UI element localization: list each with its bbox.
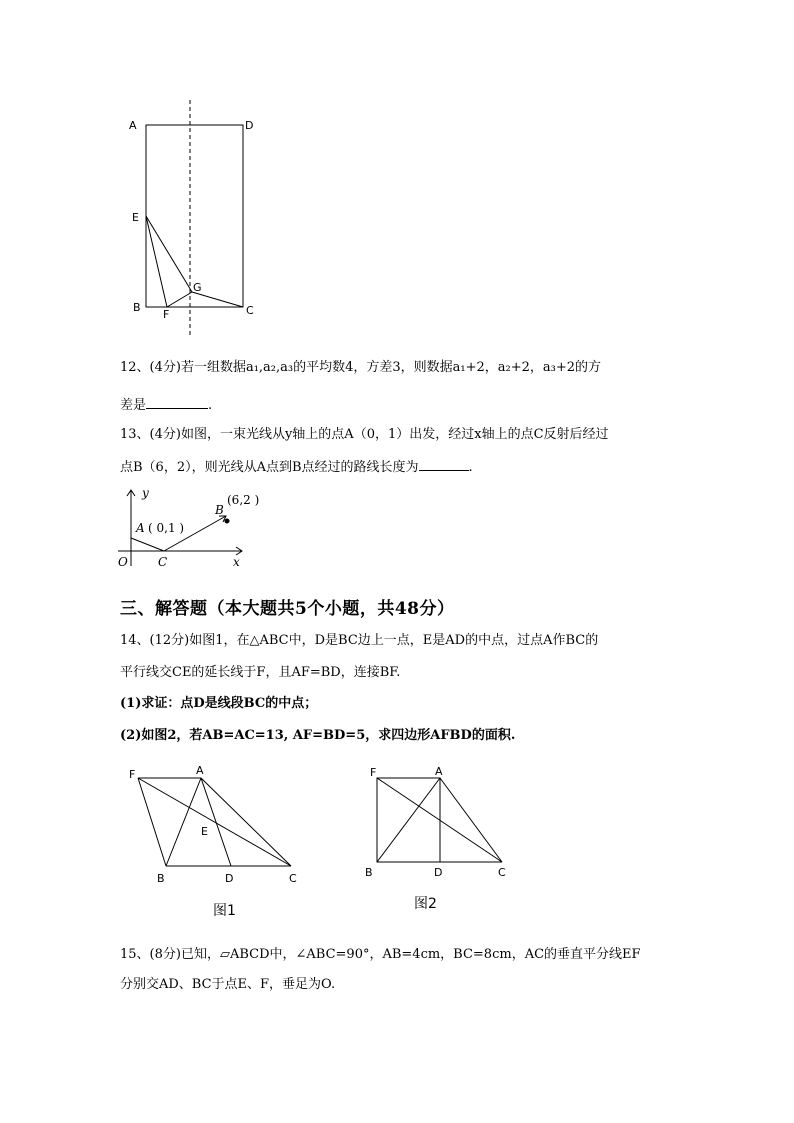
fig2-label-F: F — [370, 766, 377, 779]
q13-answer-blank[interactable] — [419, 456, 469, 471]
origin-label: O — [118, 555, 128, 569]
fig1-label-E: E — [201, 825, 208, 838]
fig1-label-C: C — [289, 872, 297, 885]
q14-part1: (1)求证：点D是线段BC的中点； — [120, 696, 318, 711]
q13-line1: 13、(4分)如图，一束光线从y轴上的点A（0，1）出发，经过x轴上的点C反射后经过 — [120, 427, 609, 442]
label-C: C — [246, 304, 254, 317]
fig2-label-D: D — [434, 866, 443, 879]
q13-line2-post: . — [468, 460, 473, 475]
q14-part2: (2)如图2，若AB=AC=13, AF=BD=5，求四边形AFBD的面积. — [120, 728, 516, 743]
fig1-label-A: A — [196, 764, 204, 777]
axis-y-label: y — [142, 486, 149, 500]
fig1-label-D: D — [225, 872, 234, 885]
axis-x-label: x — [233, 555, 240, 569]
label-B: B — [133, 301, 141, 314]
section-three-heading: 三、解答题（本大题共5个小题，共48分） — [120, 599, 455, 619]
q12-line2-post: . — [208, 398, 213, 413]
point-A-coord: ( 0,1 ) — [148, 521, 185, 535]
q13-line2 — [120, 456, 680, 478]
fig1-label-F: F — [129, 768, 136, 781]
q12-line1: 12、(4分)若一组数据a₁,a₂,a₃的平均数4，方差3，则数据a₁+2，a₂+2，a₃+2的方 — [120, 360, 602, 375]
q12-line2 — [120, 394, 680, 416]
fig2-label-B: B — [365, 866, 373, 879]
q14-line1: 14、(12分)如图1，在△ABC中，D是BC边上一点，E是AD的中点，过点A作BC的 — [120, 633, 599, 648]
point-B — [225, 519, 230, 524]
q15-line1: 15、(8分)已知，▱ABCD中，∠ABC=90°，AB=4cm，BC=8cm，AC的垂直平分线EF — [120, 947, 641, 962]
point-B-coord: (6,2 ) — [227, 493, 260, 507]
fig2-caption: 图2 — [414, 896, 437, 912]
label-D: D — [245, 119, 254, 132]
fig1-label-B: B — [157, 872, 165, 885]
figure-q14-fig2 — [362, 762, 517, 887]
figure-rectangle-fold — [125, 100, 265, 340]
point-A-label: A — [136, 521, 145, 535]
fig1-caption: 图1 — [213, 903, 236, 919]
figure-light-reflection — [114, 480, 260, 572]
fig2-label-A: A — [435, 765, 443, 778]
q13-line2-pre: 点B（6，2），则光线从A点到B点经过的路线长度为 — [120, 460, 419, 475]
label-A: A — [129, 119, 137, 132]
q14-line2: 平行线交CE的延长线于F，且AF=BD，连接BF. — [120, 665, 401, 680]
q15-line2: 分别交AD、BC于点E、F，垂足为O. — [120, 977, 336, 992]
figure-q14-fig1 — [125, 762, 310, 887]
point-B-label: B — [215, 503, 224, 517]
point-C-label: C — [158, 555, 168, 569]
fig2-label-C: C — [498, 866, 506, 879]
label-F: F — [163, 308, 170, 321]
label-G: G — [193, 281, 202, 294]
q12-answer-blank[interactable] — [146, 394, 208, 409]
label-E: E — [132, 211, 139, 224]
q12-line2-pre: 差是 — [120, 398, 147, 413]
